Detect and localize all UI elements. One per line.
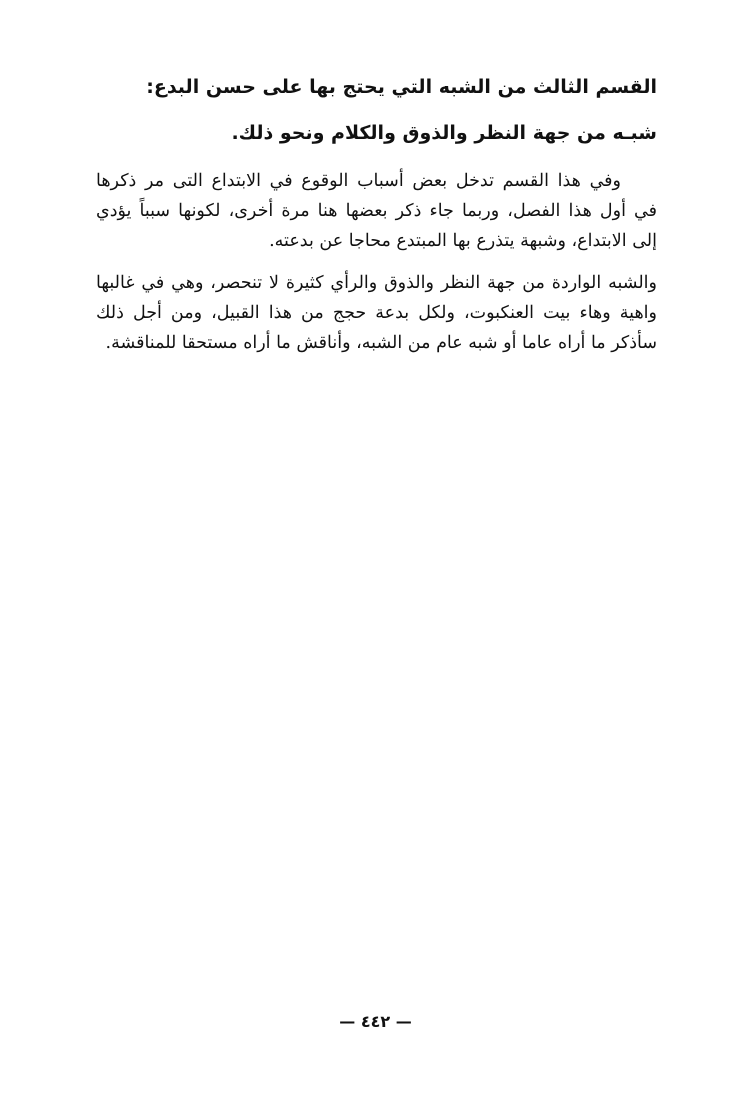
paragraph-2 [96, 268, 657, 358]
paragraph-line: في أول هذا الفصل، وربما جاء ذكر بعضها هنا مرة أخرى، لكونها سبباً يؤدي [96, 201, 657, 221]
paragraph-line: واهية وهاء بيت العنكبوت، ولكل بدعة حجج من هذا القبيل، ومن أجل ذلك [96, 303, 657, 323]
paragraph-line: وفي هذا القسم تدخل بعض أسباب الوقوع في الابتداع التى مر ذكرها [96, 171, 621, 191]
paragraph-line: سأذكر ما أراه عاما أو شبه عام من الشبه، وأناقش ما أراه مستحقا للمناقشة. [105, 333, 657, 353]
section-subheading: شبـه من جهة النظر والذوق والكلام ونحو ذلك. [231, 122, 657, 144]
paragraph-1 [96, 166, 657, 256]
paragraph-gap [96, 256, 657, 268]
paragraph-line: إلى الابتداع، وشبهة يتذرع بها المبتدع محاجا عن بدعته. [269, 231, 657, 251]
section-heading: القسم الثالث من الشبه التي يحتج بها على حسن البدع: [146, 76, 657, 98]
page-number: — ٤٤٢ — [339, 1012, 412, 1031]
text-block [96, 72, 657, 358]
paragraph-line: والشبه الواردة من جهة النظر والذوق والرأي كثيرة لا تنحصر، وهي في غالبها [96, 273, 657, 293]
